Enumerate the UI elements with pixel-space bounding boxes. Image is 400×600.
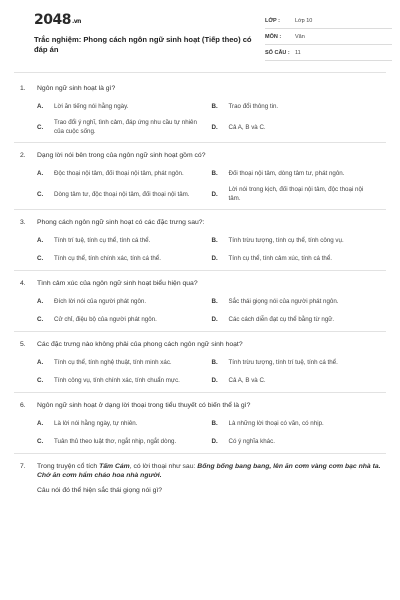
option-letter: A. [37, 169, 44, 177]
logo-text: 2048 [34, 12, 71, 28]
option-a[interactable] [37, 167, 212, 179]
option-letter: B. [211, 358, 218, 366]
option-c[interactable] [37, 313, 212, 325]
option-letter: B. [211, 169, 218, 177]
option-d[interactable] [212, 435, 387, 447]
meta-value: Lớp 10 [295, 17, 313, 24]
meta-key: SỐ CÂU : [265, 49, 290, 56]
option-text: Trao đổi ý nghĩ, tình cảm, đáp ứng nhu cầu tự nhiên của cuộc sống. [54, 119, 197, 135]
option-text: Tính cụ thể, tính nghệ thuật, tính minh xác. [54, 358, 172, 366]
question-subprompt: Câu nói đó thể hiện sắc thái giọng nói gì? [37, 487, 163, 494]
option-text: Cả A, B và C. [228, 123, 266, 131]
option-letter: B. [211, 236, 218, 244]
option-letter: D. [211, 315, 218, 323]
option-a[interactable] [37, 234, 212, 246]
option-text: Tính công vụ, tính chính xác, tính chuẩn mực. [54, 376, 180, 384]
question-4 [14, 271, 386, 332]
option-letter: A. [37, 102, 44, 110]
option-text: Tính trừu tượng, tính cụ thể, tính công vụ. [228, 236, 344, 244]
question-number: 2. [20, 152, 26, 159]
option-text: Tính cụ thể, tính chính xác, tính cá thể. [54, 254, 161, 262]
option-text: Tính cụ thể, tính cảm xúc, tính cá thể. [228, 254, 333, 262]
option-text: Đối thoại nội tâm, dòng tâm tư, phát ngôn. [228, 169, 345, 177]
question-text: Ngôn ngữ sinh hoạt ở dạng lời thoại trong tiểu thuyết có biến thể là gì? [37, 402, 251, 409]
option-a[interactable] [37, 356, 212, 368]
option-d[interactable] [212, 374, 387, 386]
question-number: 5. [20, 341, 26, 348]
option-letter: D. [211, 437, 218, 445]
option-text: Trao đổi thông tin. [228, 102, 279, 110]
option-c[interactable] [37, 374, 212, 386]
option-text: Dòng tâm tư, độc thoại nội tâm, đối thoại nội tâm. [54, 190, 190, 198]
option-letter: D. [211, 123, 218, 131]
meta-value: 11 [295, 49, 301, 56]
option-c[interactable] [37, 252, 212, 264]
question-5 [14, 332, 386, 393]
logo-tld: .vn [71, 18, 81, 25]
meta-subject-row [265, 29, 392, 45]
quiz-meta [265, 13, 392, 61]
question-text: Phong cách ngôn ngữ sinh hoạt có các đặc trưng sau?: [37, 219, 205, 226]
option-a[interactable] [37, 100, 212, 112]
option-a[interactable] [37, 295, 212, 307]
option-d[interactable] [212, 252, 387, 264]
option-b[interactable] [212, 100, 387, 112]
question-list [14, 76, 386, 501]
option-text: Tính trí tuệ, tính cụ thể, tính cá thể. [54, 236, 151, 244]
question-2 [14, 143, 386, 210]
meta-key: MÔN : [265, 33, 282, 40]
option-text: Cả A, B và C. [228, 376, 266, 384]
question-number: 7. [20, 463, 26, 470]
option-d[interactable] [212, 185, 387, 203]
option-text: Lời ăn tiếng nói hằng ngày. [54, 102, 129, 110]
option-letter: C. [37, 437, 44, 445]
option-b[interactable] [212, 167, 387, 179]
option-text: Là lời nói hằng ngày, tự nhiên. [54, 419, 138, 427]
option-b[interactable] [212, 356, 387, 368]
question-number: 4. [20, 280, 26, 287]
option-letter: C. [37, 190, 44, 198]
option-text: Độc thoại nội tâm, đối thoại nội tâm, phát ngôn. [54, 169, 184, 177]
option-letter: A. [37, 419, 44, 427]
question-7 [14, 454, 386, 501]
option-letter: C. [37, 123, 44, 131]
meta-class-row [265, 13, 392, 29]
question-number: 3. [20, 219, 26, 226]
header-divider [14, 72, 386, 73]
option-letter: D. [211, 254, 218, 262]
option-text: Cử chỉ, điệu bộ của người phát ngôn. [54, 315, 157, 323]
story-title: Tấm Cám [99, 463, 130, 470]
option-d[interactable] [212, 118, 387, 136]
option-c[interactable] [37, 185, 212, 203]
option-letter: A. [37, 358, 44, 366]
option-b[interactable] [212, 295, 387, 307]
option-c[interactable] [37, 435, 212, 447]
option-d[interactable] [212, 313, 387, 325]
question-text: Dạng lời nói bên trong của ngôn ngữ sinh hoạt gồm có? [37, 152, 206, 159]
question-3 [14, 210, 386, 271]
question-text: Ngôn ngữ sinh hoạt là gì? [37, 85, 116, 92]
option-a[interactable] [37, 417, 212, 429]
option-letter: A. [37, 297, 44, 305]
question-number: 1. [20, 85, 26, 92]
option-letter: B. [211, 102, 218, 110]
option-b[interactable] [212, 234, 387, 246]
site-logo[interactable] [34, 12, 81, 28]
option-b[interactable] [212, 417, 387, 429]
page-header [14, 0, 386, 68]
option-c[interactable] [37, 118, 212, 136]
option-text: Là những lời thoại có văn, có nhịp. [228, 419, 324, 427]
option-letter: B. [211, 419, 218, 427]
option-text: Các cách diễn đạt cụ thể bằng từ ngữ. [228, 315, 335, 323]
question-number: 6. [20, 402, 26, 409]
option-text: Lời nói trong kịch, đối thoại nội tâm, độc thoại nội tâm. [228, 186, 364, 202]
option-letter: D. [211, 376, 218, 384]
question-text-part: , có lời thoại như sau: [129, 463, 198, 470]
question-1 [14, 76, 386, 143]
meta-key: LỚP : [265, 17, 280, 24]
option-text: Có ý nghĩa khác. [228, 437, 275, 445]
option-letter: C. [37, 376, 44, 384]
question-6 [14, 393, 386, 454]
story-quote: Bống bống bang bang, lên ăn cơm vàng cơm bạc nhà ta. Chớ ăn cơm hẩm cháo hoa nhà người. [37, 463, 381, 479]
meta-count-row [265, 45, 392, 61]
option-letter: A. [37, 236, 44, 244]
option-text: Tính trừu tượng, tính trí tuệ, tính cá thể. [228, 358, 338, 366]
option-text: Tuân thủ theo luật thơ, ngắt nhịp, ngắt dòng. [54, 437, 177, 445]
question-text [37, 462, 386, 480]
question-text-part: Trong truyện cổ tích [37, 463, 100, 470]
page-title: Trắc nghiệm: Phong cách ngôn ngữ sinh hoạt (Tiếp theo) có đáp án [34, 35, 252, 54]
option-text: Đích lời nói của người phát ngôn. [54, 297, 147, 305]
option-letter: D. [211, 190, 218, 198]
option-text: Sắc thái giọng nói của người phát ngôn. [228, 297, 339, 305]
question-text: Các đặc trưng nào không phải của phong cách ngôn ngữ sinh hoạt? [37, 341, 243, 348]
question-text: Tình cảm xúc của ngôn ngữ sinh hoạt biểu hiện qua? [37, 280, 198, 287]
option-letter: C. [37, 254, 44, 262]
option-letter: C. [37, 315, 44, 323]
meta-value: Văn [295, 33, 305, 40]
option-letter: B. [211, 297, 218, 305]
